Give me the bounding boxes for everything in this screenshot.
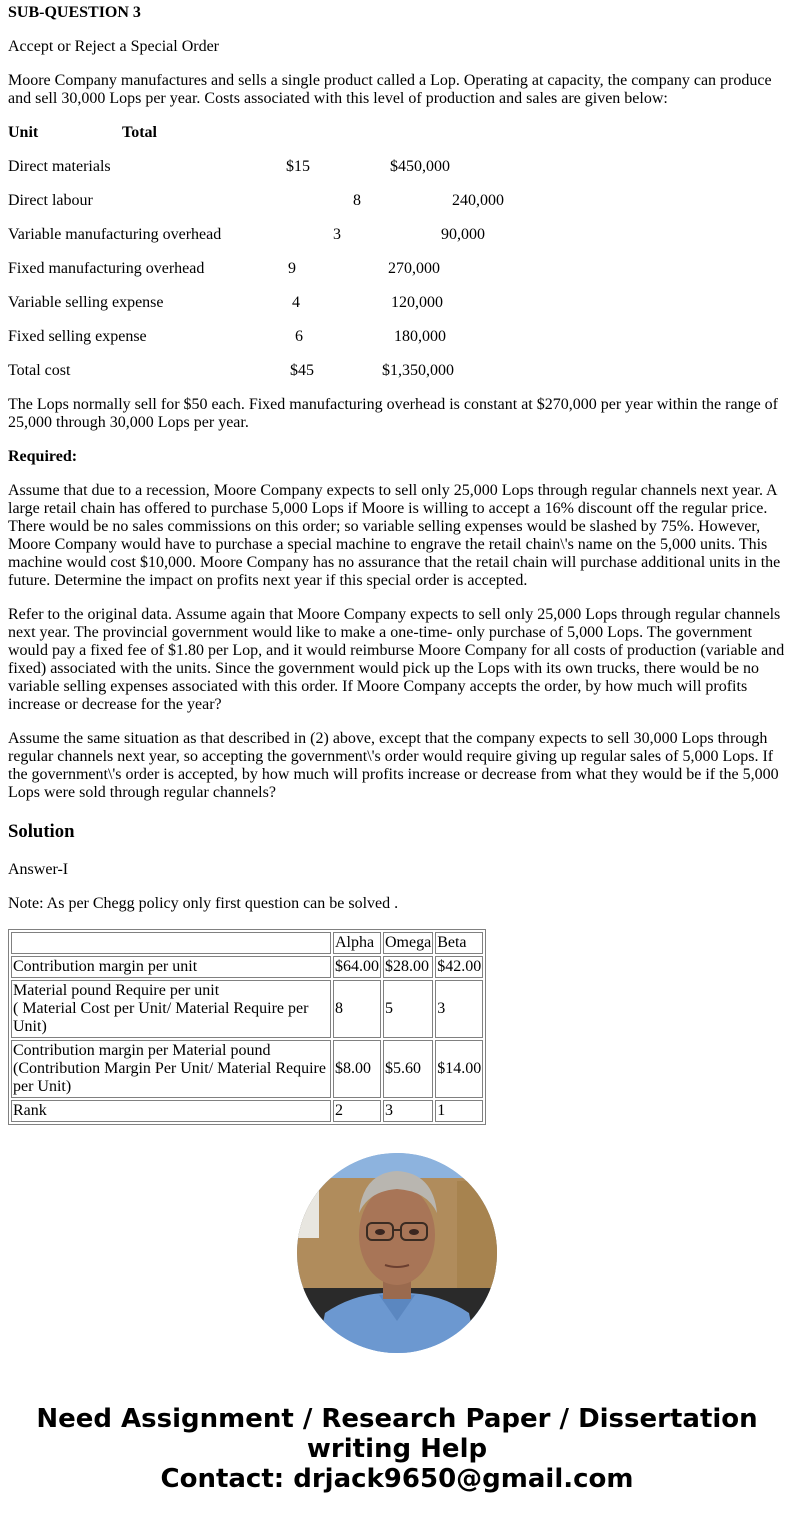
cost-label: Variable selling expense: [8, 294, 164, 311]
table-row: [11, 980, 483, 1038]
promo-contact-line: Contact: drjack9650@gmail.com: [160, 1464, 634, 1494]
cost-total: 180,000: [394, 328, 446, 345]
row-label: [11, 1040, 331, 1098]
cost-header-unit: Unit: [8, 124, 39, 141]
portrait-icon: [297, 1153, 497, 1353]
promo-line-2: writing Help: [306, 1434, 488, 1464]
table-row: [11, 956, 483, 978]
row-label-line: Rank: [13, 1102, 47, 1119]
row-label-line: (Contribution Margin Per Unit/ Material Require per Unit): [13, 1060, 326, 1095]
value-cell: $5.60: [383, 1040, 433, 1098]
table-row: [11, 1040, 483, 1098]
cost-unit: 9: [288, 260, 296, 277]
cost-unit: 3: [333, 226, 341, 243]
required-label: Required:: [8, 448, 78, 465]
value-cell: 8: [333, 980, 381, 1038]
contribution-rank-table: [8, 929, 486, 1125]
cost-label: Direct materials: [8, 158, 111, 175]
sub-question-heading: SUB-QUESTION 3: [8, 4, 141, 21]
value-cell: $14.00: [435, 1040, 483, 1098]
value-cell: 2: [333, 1100, 381, 1122]
row-label: [11, 956, 331, 978]
table-row: [11, 1100, 483, 1122]
row-label-line: Contribution margin per unit: [13, 958, 198, 975]
promo-line-1: Need Assignment / Research Paper / Dissertation: [36, 1404, 758, 1434]
value-cell: $28.00: [383, 956, 433, 978]
cost-unit: 6: [295, 328, 303, 345]
row-label-line: Contribution margin per Material pound: [13, 1042, 271, 1059]
value-cell: $42.00: [435, 956, 483, 978]
solution-heading: Solution: [8, 821, 75, 842]
header-cell-beta: Beta: [435, 932, 483, 954]
cost-header-total: Total: [122, 124, 157, 141]
question-subtitle: Accept or Reject a Special Order: [8, 38, 220, 55]
value-cell: 3: [383, 1100, 433, 1122]
question-1-paragraph: Assume that due to a recession, Moore Company expects to sell only 25,000 Lops through regular channels next year. A large retail chain has offered to purchase 5,000 Lops if Moore is willing to accept a 16% discount off the regular price. There would be no sales commissions on this order; so variable selling expenses would be slashed by 75%. However, Moore Company would have to purchase a special machine to engrave the retail chain\'s name on the 5,000 units. This machine would cost $10,000. Moore Company has no assurance that the retail chain will purchase additional units in the future. Determine the impact on profits next year if this special order is accepted.: [8, 482, 781, 589]
question-2-paragraph: Refer to the original data. Assume again that Moore Company expects to sell only 25,000 Lops through regular channels next year. The provincial government would like to make a one-time- only purchase of 5,000 Lops. The government would pay a fixed fee of $1.80 per Lop, and it would reimburse Moore Company for all costs of production (variable and fixed) associated with the units. Since the government would pick up the Lops with its own trucks, there would be no variable selling expenses associated with this order. If Moore Company accepts the order, by how much will profits increase or decrease for the year?: [8, 606, 785, 713]
row-label-line: ( Material Cost per Unit/ Material Require per Unit): [13, 1000, 309, 1035]
cost-total: $1,350,000: [382, 362, 454, 379]
cost-label: Variable manufacturing overhead: [8, 226, 222, 243]
cost-unit: 4: [292, 294, 300, 311]
cost-total: $450,000: [390, 158, 450, 175]
table-header-row: [11, 932, 483, 954]
header-cell-omega: Omega: [383, 932, 433, 954]
promo-banner: [0, 1404, 794, 1494]
author-avatar-photo: [297, 1153, 497, 1353]
row-label: [11, 980, 331, 1038]
header-cell-empty: [11, 932, 331, 954]
cost-label: Total cost: [8, 362, 71, 379]
header-cell-alpha: Alpha: [333, 932, 381, 954]
row-label-line: Material pound Require per unit: [13, 982, 220, 999]
cost-total: 240,000: [452, 192, 504, 209]
value-cell: 1: [435, 1100, 483, 1122]
question-3-paragraph: Assume the same situation as that described in (2) above, except that the company expects to sell 30,000 Lops through regular channels next year, so accepting the government\'s order would require giving up regular sales of 5,000 Lops. If the government\'s order is accepted, by how much will profits increase or decrease from what they would be if the 5,000 Lops were sold through regular channels?: [8, 730, 779, 801]
value-cell: $64.00: [333, 956, 381, 978]
cost-label: Fixed selling expense: [8, 328, 147, 345]
intro-paragraph: Moore Company manufactures and sells a single product called a Lop. Operating at capacity, the company can produce and sell 30,000 Lops per year. Costs associated with this level of production and sales are given below:: [8, 72, 772, 107]
value-cell: 3: [435, 980, 483, 1038]
chegg-policy-note: Note: As per Chegg policy only first question can be solved .: [8, 895, 399, 912]
value-cell: $8.00: [333, 1040, 381, 1098]
cost-unit: $15: [286, 158, 310, 175]
cost-label: Direct labour: [8, 192, 93, 209]
cost-label: Fixed manufacturing overhead: [8, 260, 205, 277]
cost-unit: 8: [353, 192, 361, 209]
price-note-paragraph: The Lops normally sell for $50 each. Fixed manufacturing overhead is constant at $270,000 per year within the range of 25,000 through 30,000 Lops per year.: [8, 396, 778, 431]
row-label: [11, 1100, 331, 1122]
answer-label: Answer-I: [8, 861, 69, 878]
cost-unit: $45: [290, 362, 314, 379]
cost-total: 120,000: [391, 294, 443, 311]
cost-total: 270,000: [388, 260, 440, 277]
cost-total: 90,000: [441, 226, 485, 243]
value-cell: 5: [383, 980, 433, 1038]
